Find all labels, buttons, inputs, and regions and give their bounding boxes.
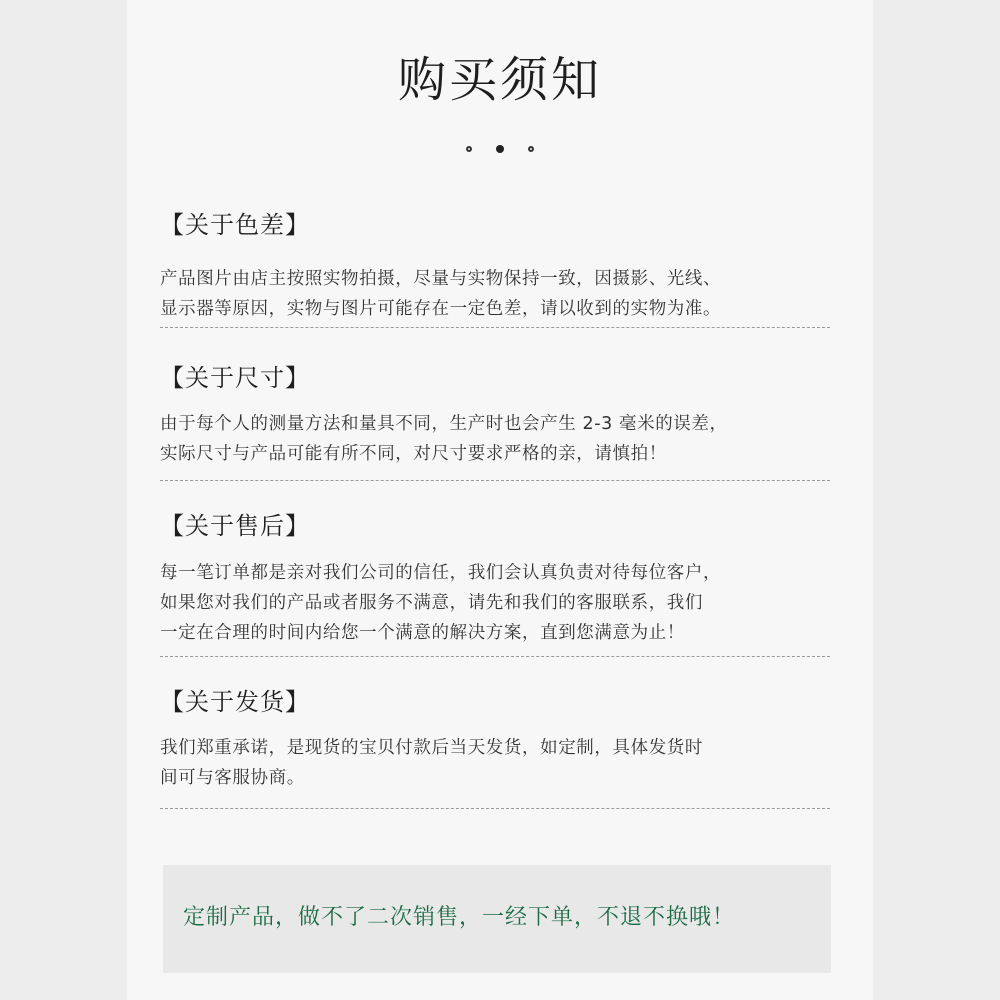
dot-ring-icon [528, 146, 534, 152]
section-color-difference [160, 210, 830, 324]
dashed-divider [160, 808, 830, 809]
section-heading: 【关于售后】 [160, 512, 310, 540]
section-body: 产品图片由店主按照实物拍摄，尽量与实物保持一致，因摄影、光线、 显示器等原因，实物与图片可能存在一定色差，请以收到的实物为准。 [160, 269, 722, 319]
decorative-dots [127, 138, 873, 150]
dot-ring-icon [466, 146, 472, 152]
page-title: 购买须知 [397, 52, 602, 108]
section-body: 每一笔订单都是亲对我们公司的信任，我们会认真负责对待每位客户， 如果您对我们的产品或者服务不满意，请先和我们的客服联系，我们 一定在合理的时间内给您一个满意的解决方案，直到您满意为止！ [160, 563, 722, 643]
section-heading: 【关于尺寸】 [160, 364, 310, 392]
section-heading: 【关于色差】 [160, 211, 310, 239]
notice-text: 定制产品，做不了二次销售，一经下单，不退不换哦！ [183, 905, 736, 930]
dot-filled-icon [496, 145, 504, 153]
section-body: 由于每个人的测量方法和量具不同，生产时也会产生 2-3 毫米的误差， 实际尺寸与产品可能有所不同，对尺寸要求严格的亲，请慎拍！ [160, 414, 728, 464]
section-size [160, 363, 830, 469]
dashed-divider [160, 656, 830, 657]
notice-card [127, 0, 873, 1000]
section-shipping [160, 687, 830, 793]
dashed-divider [160, 480, 830, 481]
custom-product-notice [163, 865, 831, 973]
section-heading: 【关于发货】 [160, 688, 310, 716]
dashed-divider [160, 327, 830, 328]
section-body: 我们郑重承诺，是现货的宝贝付款后当天发货，如定制，具体发货时 间可与客服协商。 [160, 738, 703, 788]
section-after-sales [160, 511, 830, 648]
